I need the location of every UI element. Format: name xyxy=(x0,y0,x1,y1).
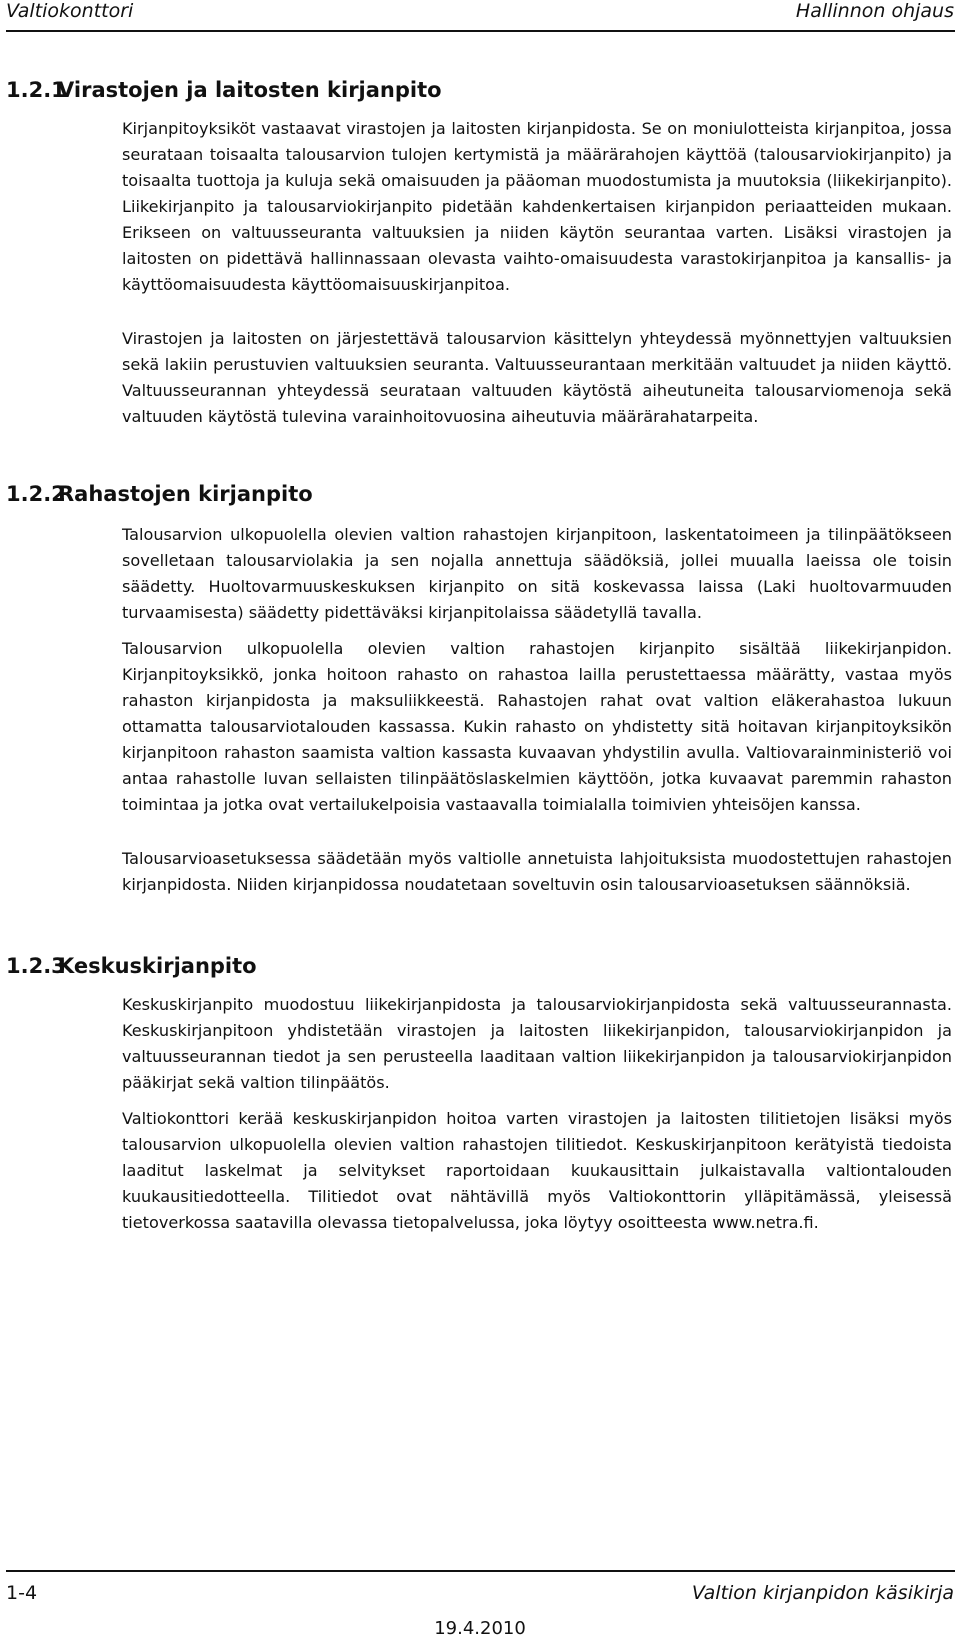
section-title: Keskuskirjanpito xyxy=(58,954,257,978)
paragraph: Kirjanpitoyksiköt vastaavat virastojen ja laitosten kirjanpidosta. Se on moniulotteista kirjanpitoa, jossa seurataan toisaalta talousarvion tulojen kertymistä ja määrärahojen käyttöä (talousarviokirjanpito) ja toisaalta tuottoja ja kuluja sekä omaisuuden ja pääoman muodostumista ja muutoksia (liikekirjanpito). Liikekirjanpito ja talousarviokirjanpito pidetään kahdenkertaisen kirjanpidon periaatteiden mukaan. Erikseen on valtuusseuranta valtuuksien ja niiden käytön seurantaa varten. Lisäksi virastojen ja laitosten on pidettävä hallinnassaan olevasta vaihto-omaisuudesta varastokirjanpitoa ja kansallis- ja käyttöomaisuudesta käyttöomaisuuskirjanpitoa. xyxy=(122,119,952,294)
footer-divider xyxy=(6,1570,955,1572)
section-title: Virastojen ja laitosten kirjanpito xyxy=(58,78,442,102)
section-number: 1.2.1 xyxy=(6,78,66,102)
paragraph: Valtiokonttori kerää keskuskirjanpidon hoitoa varten virastojen ja laitosten tilitietojen lisäksi myös talousarvion ulkopuolella olevien valtion rahastojen tilitiedot. Keskuskirjanpitoon kerätyistä tiedoista laaditut laskelmat ja selvitykset raportoidaan kuukausittain julkaistavalla valtiontalouden kuukausitiedotteella. Tilitiedot ovat nähtävillä myös Valtiokonttorin ylläpitämässä, yleisessä tietoverkossa saatavilla olevassa tietopalvelussa, joka löytyy osoitteesta www.netra.fi. xyxy=(122,1109,952,1232)
paragraph: Keskuskirjanpito muodostuu liikekirjanpidosta ja talousarviokirjanpidosta sekä valtuusseurannasta. Keskuskirjanpitoon yhdistetään virastojen ja laitosten liikekirjanpidon, talousarviokirjanpidon ja valtuusseurannan tiedot ja sen perusteella laaditaan valtion liikekirjanpidon ja talousarviokirjanpidon pääkirjat sekä valtion tilinpäätös. xyxy=(122,995,952,1092)
section-heading-1-2-2 xyxy=(6,482,313,506)
section-heading-1-2-1 xyxy=(6,78,442,102)
page-number: 1-4 xyxy=(6,1582,38,1604)
paragraph: Virastojen ja laitosten on järjestettävä talousarvion käsittelyn yhteydessä myönnettyjen valtuuksien sekä lakiin perustuvien valtuuksien seuranta. Valtuusseurantaan merkitään valtuudet ja niiden käyttö. Valtuusseurannan yhteydessä seurataan valtuuden käytöstä aiheutuneita talousarviomenoja sekä valtuuden käytöstä tulevina varainhoitovuosina aiheutuvia määrärahatarpeita. xyxy=(122,329,952,426)
paragraph: Talousarvion ulkopuolella olevien valtion rahastojen kirjanpitoon, laskentatoimeen ja tilinpäätökseen sovelletaan talousarviolakia ja sen nojalla annettuja säädöksiä, jollei muualla laeissa ole toisin säädetty. Huoltovarmuuskeskuksen kirjanpito on sitä koskevassa laissa (Laki huoltovarmuuden turvaamisesta) säädetty pidettäväksi kirjanpitolaissa säädetyllä tavalla. xyxy=(122,525,952,622)
section-number: 1.2.2 xyxy=(6,482,66,506)
footer-date: 19.4.2010 xyxy=(434,1618,526,1639)
header-organization: Valtiokonttori xyxy=(6,0,134,22)
section-number: 1.2.3 xyxy=(6,954,66,978)
header-divider xyxy=(6,30,955,32)
header-chapter-title: Hallinnon ohjaus xyxy=(795,0,954,22)
paragraph: Talousarvion ulkopuolella olevien valtion rahastojen kirjanpito sisältää liikekirjanpidon. Kirjanpitoyksikkö, jonka hoitoon rahasto on rahastoa lailla perustettaessa määrätty, vastaa myös rahaston kirjanpidosta ja maksuliikkeestä. Rahastojen rahat ovat valtion eläkerahastoa lukuun ottamatta talousarviotalouden kassassa. Kukin rahasto on yhdistetty sitä hoitavan kirjanpitoyksikön kirjanpitoon rahaston saamista valtion kassasta kuvaavan yhdystilin avulla. Valtiovarainministeriö voi antaa rahastolle luvan sellaisten tilinpäätöslaskelmien käyttöön, jotka kuvaavat paremmin rahaston toimintaa ja jotka ovat vertailukelpoisia vastaavalla toimialalla toimivien yhteisöjen kanssa. xyxy=(122,639,952,814)
paragraph: Talousarvioasetuksessa säädetään myös valtiolle annetuista lahjoituksista muodostettujen rahastojen kirjanpidosta. Niiden kirjanpidossa noudatetaan soveltuvin osin talousarvioasetuksen säännöksiä. xyxy=(122,849,952,894)
section-title: Rahastojen kirjanpito xyxy=(58,482,313,506)
footer-document-title: Valtion kirjanpidon käsikirja xyxy=(691,1582,954,1604)
section-heading-1-2-3 xyxy=(6,954,257,978)
